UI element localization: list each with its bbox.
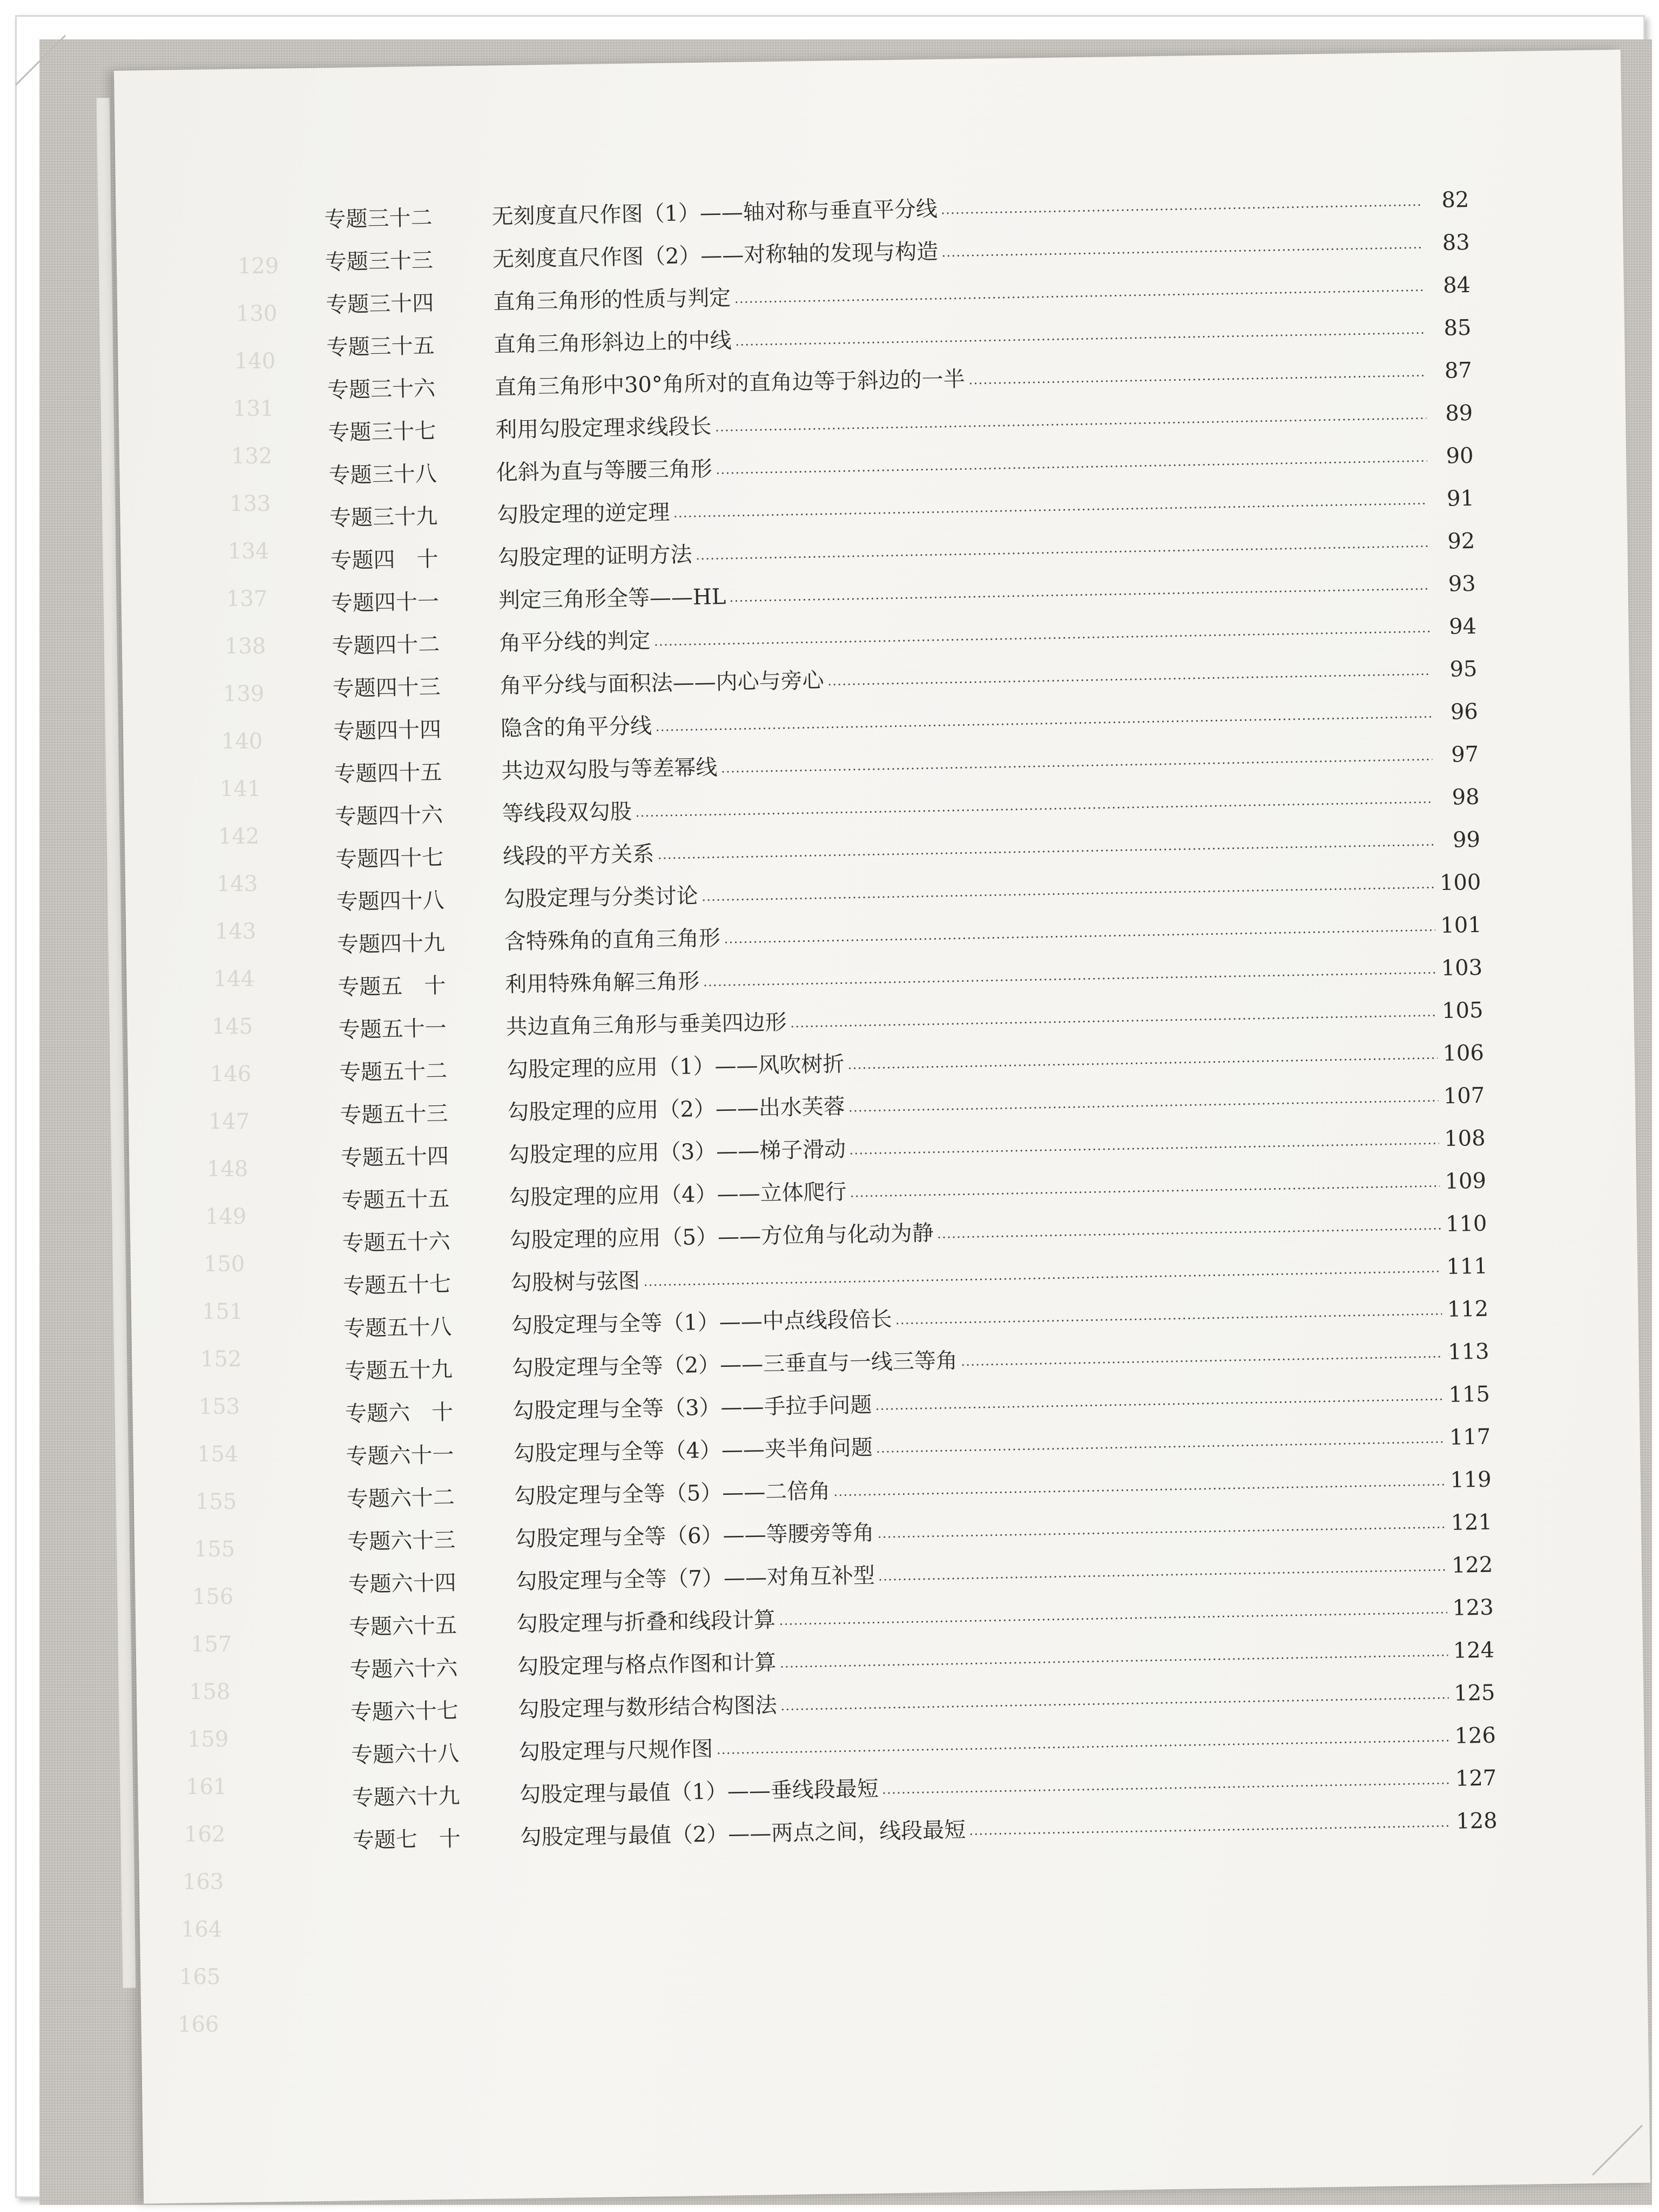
dot-leader — [702, 886, 1435, 901]
bleed-through-number: 141 — [220, 777, 261, 801]
toc-entry-page-number: 82 — [1441, 187, 1469, 213]
toc-entry-title: 勾股定理与全等（5）——二倍角 — [514, 1479, 831, 1509]
bleed-through-number: 143 — [215, 919, 257, 944]
dot-leader — [716, 460, 1427, 474]
dot-leader — [735, 332, 1425, 346]
toc-entry-label: 专题四十三 — [332, 675, 441, 702]
toc-entry-title: 勾股定理与全等（4）——夹半角问题 — [513, 1435, 873, 1467]
toc-entry-title: 勾股定理与尺规作图 — [518, 1736, 713, 1765]
dot-leader — [673, 502, 1428, 517]
toc-entry-page-number: 93 — [1448, 571, 1476, 597]
bleed-through-number: 153 — [199, 1394, 240, 1419]
dot-leader — [779, 1611, 1447, 1626]
toc-entry-label: 专题四十九 — [336, 930, 446, 957]
bleed-through-number: 166 — [178, 2012, 219, 2037]
bleed-through-number: 145 — [212, 1014, 253, 1039]
toc-entry-title: 线段的平方关系 — [502, 841, 655, 869]
toc-entry-title: 勾股定理与分类讨论 — [503, 884, 698, 912]
dot-leader — [734, 289, 1424, 303]
bleed-through-number: 130 — [236, 301, 278, 326]
dot-leader — [937, 1228, 1440, 1238]
dot-leader — [968, 374, 1426, 385]
toc-entry-page-number: 112 — [1447, 1296, 1489, 1323]
toc-entry-label: 专题四十五 — [334, 760, 442, 787]
toc-entry-page-number: 105 — [1441, 997, 1483, 1024]
dot-leader — [961, 1355, 1442, 1366]
toc-entry-label: 专题四十六 — [334, 802, 443, 830]
bleed-through-number: 156 — [192, 1584, 234, 1609]
toc-entry-label: 专题三十七 — [328, 419, 436, 446]
toc-entry-title: 化斜为直与等腰三角形 — [496, 456, 713, 485]
toc-entry-title: 无刻度直尺作图（2）——对称轴的发现与构造 — [492, 239, 939, 272]
bleed-through-number: 149 — [205, 1204, 247, 1229]
dot-leader — [941, 204, 1422, 214]
toc-entry-page-number: 83 — [1442, 230, 1471, 255]
toc-entry-page-number: 108 — [1444, 1125, 1486, 1152]
toc-entry-title: 勾股树与弦图 — [510, 1269, 640, 1296]
toc-entry-page-number: 101 — [1440, 912, 1482, 939]
dot-leader — [882, 1782, 1450, 1794]
bleed-through-number: 161 — [186, 1775, 227, 1799]
bleed-through-number: 150 — [204, 1252, 245, 1277]
toc-entry-title: 勾股定理的证明方法 — [497, 542, 692, 571]
dot-leader — [779, 1654, 1448, 1668]
dot-leader — [655, 716, 1432, 731]
bleed-through-number: 163 — [183, 1870, 224, 1894]
toc-entry-page-number: 124 — [1453, 1637, 1495, 1663]
bleed-through-number: 139 — [223, 682, 265, 706]
toc-entry-page-number: 113 — [1447, 1339, 1489, 1365]
toc-entry-title: 勾股定理与最值（1）——垂线段最短 — [519, 1776, 879, 1808]
toc-entry-page-number: 85 — [1444, 315, 1472, 341]
toc-entry-title: 勾股定理的逆定理 — [496, 500, 670, 528]
dot-leader — [850, 1185, 1440, 1197]
toc-entry-title: 勾股定理与数形结合构图法 — [517, 1692, 778, 1723]
toc-entry-page-number: 123 — [1452, 1595, 1494, 1621]
toc-entry-title: 共边直角三角形与垂美四边形 — [505, 1010, 787, 1040]
dot-leader — [724, 929, 1435, 943]
toc-entry-label: 专题五十八 — [343, 1314, 452, 1341]
toc-entry-page-number: 117 — [1449, 1424, 1491, 1450]
toc-entry-label: 专题五十五 — [341, 1186, 450, 1213]
toc-entry-page-number: 127 — [1455, 1765, 1497, 1791]
bleed-through-number: 134 — [228, 539, 269, 564]
toc-entry-page-number: 128 — [1455, 1808, 1498, 1834]
dot-leader — [876, 1441, 1444, 1453]
toc-entry-label: 专题六十二 — [346, 1485, 455, 1512]
dot-leader — [848, 1057, 1438, 1069]
bleed-through-number: 144 — [213, 967, 255, 992]
toc-entry-page-number: 122 — [1451, 1552, 1493, 1578]
toc-entry-title: 利用特殊角解三角形 — [504, 969, 700, 997]
toc-entry-label: 专题三十九 — [329, 504, 438, 531]
bleed-through-number: 157 — [191, 1632, 232, 1657]
bleed-through-number: 147 — [208, 1109, 250, 1134]
dot-leader — [780, 1697, 1449, 1711]
toc-entry-title: 勾股定理与全等（3）——手拉手问题 — [512, 1392, 872, 1424]
toc-entry-label: 专题三十五 — [326, 333, 435, 360]
toc-entry-page-number: 106 — [1442, 1040, 1485, 1067]
toc-entry-page-number: 94 — [1448, 613, 1477, 639]
dot-leader — [703, 972, 1436, 987]
toc-entry-title: 勾股定理与最值（2）——两点之间，线段最短 — [520, 1817, 966, 1851]
dot-leader — [878, 1569, 1446, 1581]
toc-entry-title: 共边双勾股与等差幂线 — [501, 755, 718, 784]
toc-entry-page-number: 92 — [1447, 528, 1475, 554]
toc-entry-label: 专题四十四 — [333, 717, 442, 744]
bleed-through-number: 164 — [181, 1917, 222, 1942]
dot-leader — [635, 801, 1433, 817]
toc-entry-label: 专题四十七 — [335, 845, 444, 872]
bleed-through-number: 154 — [197, 1442, 239, 1467]
toc-entry-page-number: 89 — [1445, 400, 1473, 426]
toc-entry-label: 专题六 十 — [345, 1400, 454, 1427]
toc-entry-page-number: 126 — [1454, 1723, 1496, 1749]
toc-entry-label: 专题六十六 — [349, 1656, 458, 1683]
toc-entry-label: 专题三十三 — [325, 248, 434, 275]
toc-entry-label: 专题五十九 — [344, 1357, 453, 1384]
bleed-through-number: 146 — [210, 1062, 252, 1087]
toc-entry-title: 勾股定理与折叠和线段计算 — [516, 1607, 776, 1637]
toc-entry-label: 专题五十四 — [340, 1144, 449, 1171]
toc-entry-page-number: 125 — [1453, 1680, 1495, 1706]
bleed-through-number: 162 — [184, 1822, 226, 1847]
dot-leader — [941, 246, 1423, 257]
toc-entry-page-number: 97 — [1451, 741, 1479, 767]
toc-entry-page-number: 91 — [1446, 485, 1475, 511]
toc-entry-title: 角平分线与面积法——内心与旁心 — [500, 667, 824, 699]
toc-entry-label: 专题六十八 — [350, 1741, 460, 1768]
dot-leader — [848, 1100, 1438, 1112]
toc-entry-label: 专题六十五 — [348, 1613, 457, 1640]
bleed-through-number: 140 — [234, 349, 276, 374]
toc-entry-title: 勾股定理的应用（1）——风吹树折 — [506, 1051, 845, 1083]
toc-entry-label: 专题三十四 — [325, 291, 434, 318]
toc-entry-page-number: 99 — [1452, 827, 1481, 853]
toc-entry-label: 专题六十四 — [348, 1570, 457, 1597]
bleed-through-number: 148 — [207, 1157, 248, 1182]
dot-leader — [653, 630, 1430, 646]
bleed-through-number: 131 — [233, 396, 274, 421]
toc-entry-page-number: 87 — [1444, 358, 1473, 383]
toc-entry-label: 专题四十二 — [331, 632, 440, 659]
dot-leader — [895, 1313, 1442, 1325]
bleed-through-number: 133 — [230, 491, 271, 516]
toc-entry-page-number: 84 — [1442, 272, 1471, 298]
dot-leader — [790, 1014, 1437, 1028]
bleed-through-number: 158 — [189, 1680, 231, 1704]
toc-entry-title: 勾股定理与全等（2）——三垂直与一线三等角 — [511, 1348, 958, 1381]
toc-entry-label: 专题五十一 — [338, 1016, 447, 1043]
toc-entry-title: 勾股定理的应用（4）——立体爬行 — [508, 1179, 847, 1211]
dot-leader — [969, 1825, 1451, 1836]
toc-entry-label: 专题六十一 — [346, 1442, 454, 1469]
toc-entry-page-number: 107 — [1443, 1083, 1485, 1109]
bleed-through-number: 142 — [218, 824, 260, 849]
toc-entry-title: 无刻度直尺作图（1）——轴对称与垂直平分线 — [491, 197, 938, 230]
dot-leader — [878, 1526, 1446, 1538]
toc-entry-page-number: 109 — [1445, 1168, 1487, 1195]
toc-entry-label: 专题六十七 — [350, 1698, 459, 1725]
toc-entry-label: 专题五 十 — [337, 973, 446, 1000]
dot-leader — [643, 1270, 1441, 1286]
toc-entry-title: 角平分线的判定 — [498, 628, 651, 656]
bleed-through-number: 129 — [238, 254, 279, 279]
dot-leader — [714, 417, 1426, 431]
toc-entry-label: 专题四 十 — [330, 547, 439, 574]
toc-entry-page-number: 110 — [1445, 1211, 1487, 1237]
bleed-through-number: 140 — [221, 729, 263, 754]
bleed-through-number: 138 — [225, 634, 266, 659]
toc-entry-page-number: 98 — [1452, 784, 1480, 810]
dot-leader — [729, 588, 1429, 602]
toc-entry-label: 专题五十七 — [342, 1272, 451, 1299]
toc-entry-title: 含特殊角的直角三角形 — [504, 926, 721, 955]
bleed-through-number: 165 — [179, 1965, 221, 1990]
toc-entry-label: 专题六十三 — [347, 1528, 456, 1555]
toc-entry-title: 直角三角形中30°角所对的直角边等于斜边的一半 — [494, 367, 966, 400]
toc-entry-title: 判定三角形全等——HL — [498, 584, 726, 613]
toc-entry-title: 勾股定理的应用（2）——出水芙蓉 — [507, 1094, 846, 1125]
toc-entry-title: 勾股定理的应用（5）——方位角与化动为静 — [509, 1220, 934, 1253]
toc-entry-title: 勾股定理与全等（6）——等腰旁等角 — [514, 1520, 875, 1552]
toc-entry-page-number: 111 — [1446, 1253, 1488, 1280]
toc-entry-page-number: 90 — [1446, 443, 1474, 469]
toc-entry-title: 等线段双勾股 — [502, 799, 632, 827]
toc-entry-label: 专题五十二 — [339, 1058, 448, 1085]
dot-leader — [849, 1142, 1439, 1155]
toc-entry-title: 直角三角形的性质与判定 — [493, 285, 731, 315]
toc-entry-title: 勾股定理与格点作图和计算 — [516, 1650, 777, 1680]
bleed-through-number: 151 — [202, 1299, 244, 1324]
toc-entry-label: 专题四十一 — [331, 589, 440, 616]
toc-entry-page-number: 121 — [1451, 1509, 1493, 1535]
toc-entry-label: 专题四十八 — [336, 888, 444, 915]
bleed-through-number: 159 — [187, 1727, 229, 1752]
toc-entry-title: 勾股定理的应用（3）——梯子滑动 — [508, 1137, 846, 1168]
toc-entry-label: 专题三十八 — [328, 461, 437, 488]
bleed-through-number: 155 — [194, 1537, 235, 1562]
toc-entry-title: 勾股定理与全等（1）——中点线段倍长 — [510, 1306, 893, 1339]
toc-entry-title: 隐含的角平分线 — [500, 713, 652, 741]
toc-entry-page-number: 95 — [1449, 656, 1478, 682]
bleed-through-number: 137 — [226, 586, 268, 611]
toc-entry-title: 直角三角形斜边上的中线 — [494, 328, 732, 358]
toc-entry-page-number: 103 — [1441, 955, 1483, 981]
toc-entry-label: 专题六十九 — [352, 1784, 460, 1811]
dot-leader — [696, 545, 1429, 560]
toc-entry-page-number: 119 — [1449, 1467, 1492, 1493]
dot-leader — [875, 1398, 1444, 1410]
toc-entry-label: 专题五十三 — [340, 1101, 448, 1128]
toc-entry-label: 专题三十六 — [327, 376, 436, 403]
table-of-contents — [324, 183, 1498, 1866]
dot-leader — [657, 844, 1434, 859]
dot-leader — [716, 1739, 1449, 1755]
bleed-through-number: 155 — [195, 1489, 237, 1514]
bleed-through-number: 152 — [200, 1347, 242, 1372]
bleed-through-number: 132 — [231, 444, 273, 469]
dot-leader — [720, 758, 1432, 773]
toc-entry-label: 专题三十二 — [324, 205, 433, 232]
dot-leader — [833, 1483, 1445, 1496]
toc-entry-page-number: 115 — [1448, 1381, 1491, 1407]
toc-entry-label: 专题五十六 — [342, 1229, 451, 1256]
toc-entry-page-number: 96 — [1450, 699, 1479, 725]
toc-entry-page-number: 100 — [1439, 869, 1481, 896]
toc-entry-label: 专题七 十 — [352, 1826, 461, 1853]
toc-entry-title: 利用勾股定理求线段长 — [495, 414, 712, 443]
bleed-through-number: 143 — [217, 872, 258, 896]
dot-leader — [827, 673, 1431, 686]
toc-entry-title: 勾股定理与全等（7）——对角互补型 — [515, 1563, 875, 1595]
